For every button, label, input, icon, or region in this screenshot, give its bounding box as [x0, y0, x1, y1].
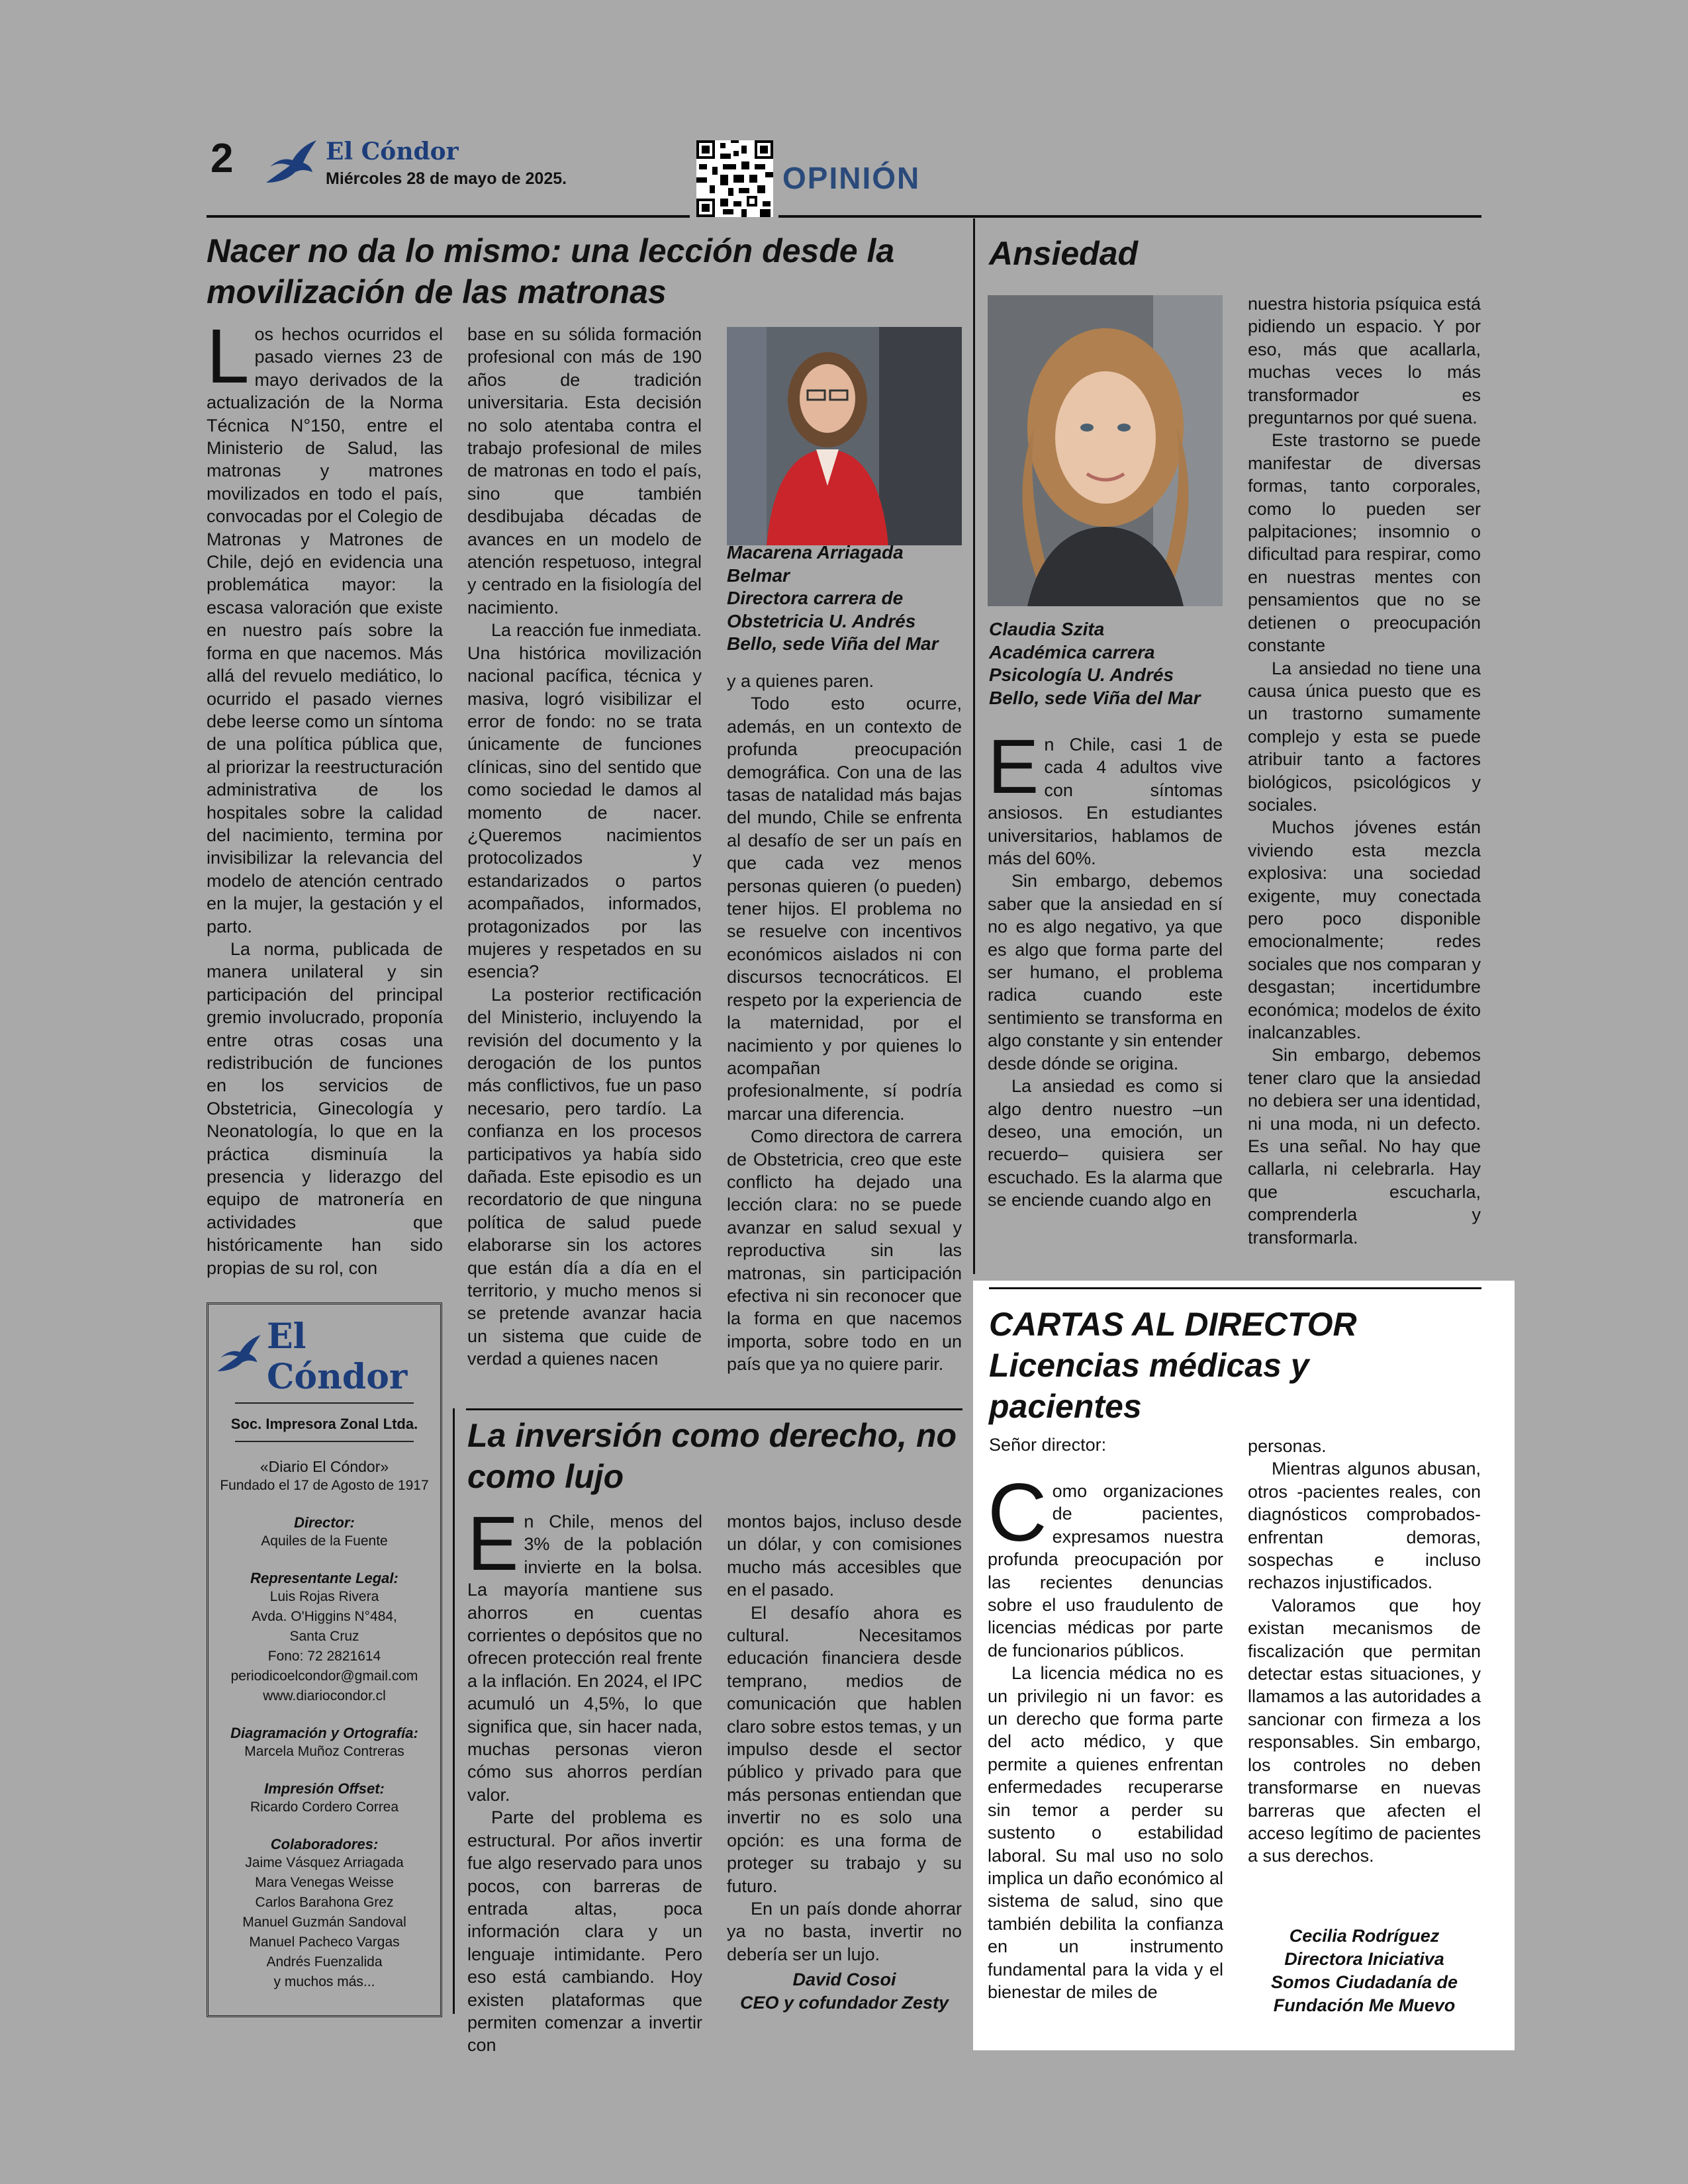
- paragraph: Valoramos que hoy existan mecanismos de fiscalización que permitan detectar estas situaciones, y llamamos a las autoridades a sancionar con firmeza a los responsables. Sin embargo, los controles no deben transformarse en nuevas barreras que afecten el acceso legítimo de pacientes a sus derechos.: [1248, 1595, 1481, 1866]
- paragraph: Este trastorno se puede manifestar de diversas formas, tanto corporales, como lo pueden ser palpitaciones; insomnio o dificultad para respirar, como en nuestras mentes con pensamientos que no se detienen o preocupación constante: [1248, 430, 1481, 656]
- page-number: 2: [211, 136, 234, 181]
- contributor: Carlos Barahona Grez: [255, 1895, 394, 1910]
- paragraph: En un país donde ahorrar ya no basta, invertir no debería ser un lujo.: [727, 1898, 962, 1964]
- paragraph: personas.: [1248, 1436, 1327, 1456]
- article-headline: Ansiedad: [989, 235, 1139, 272]
- phone: Fono: 72 2821614: [267, 1649, 381, 1664]
- paragraph: montos bajos, incluso desde un dólar, y con comisiones mucho más accesibles que en el pasado.: [727, 1512, 962, 1600]
- paragraph: Sin embargo, debemos saber que la ansiedad en sí no es algo negativo, ya que es algo que forma parte del ser humano, el problema radica cuando este sentimiento se transforma en algo constante y sin entender desde dónde se origina.: [988, 871, 1223, 1073]
- article-headline: Nacer no da lo mismo: una lección desde la movilización de las matronas: [207, 232, 895, 310]
- masthead-box: [207, 1302, 442, 2017]
- paragraph: La norma, publicada de manera unilateral y sin participación del principal gremio involucrado, proponía entre otras cosas una redistribución de funciones en los servicios de Obstetricia, Ginecología y Neonatología, lo que en la práctica disminuía la presencia y liderazgo del equipo de matronería en actividades que históricamente han sido propias de su rol, con: [207, 938, 443, 1278]
- author-photo: [727, 327, 962, 545]
- masthead-logo-text: El Cóndor: [267, 1316, 408, 1397]
- paper-name: El Cóndor: [326, 138, 459, 165]
- paragraph: La reacción fue inmediata. Una histórica movilización nacional pacífica, técnica y masiva, logró visibilizar el error de fondo: no se trata únicamente de funciones clínicas, sino del sentido que como sociedad le damos al momento de nacer. ¿Queremos nacimientos protocolizados y estandarizados o partos acompañados, informados, protagonizados por las mujeres y respetados en su esencia?: [467, 620, 702, 982]
- paragraph: La ansiedad no tiene una causa única puesto que es un trastorno sumamente complejo y esta se puede atribuir tanto a factores biológicos, psicológicos y sociales.: [1248, 658, 1481, 815]
- article-column: [207, 313, 443, 1279]
- paragraph: n Chile, menos del 3% de la población invierte en la bolsa. La mayoría mantiene sus ahorros en cuentas corrientes o depósitos que no ofrecen protección real frente a la inflación. En 2024, el IPC acumuló un 4,5%, lo que significa que, sin hacer nada, muchas personas vieron cómo sus ahorros perdían valor.: [467, 1512, 702, 1805]
- contributor: Andrés Fuenzalida: [266, 1954, 383, 1970]
- contributor: Manuel Guzmán Sandoval: [242, 1915, 406, 1930]
- contributor: Jaime Vásquez Arriagada: [245, 1855, 404, 1870]
- website-link[interactable]: www.diariocondor.cl: [263, 1688, 386, 1704]
- issue-date: Miércoles 28 de mayo de 2025.: [326, 169, 567, 188]
- paragraph: omo organizaciones de pacientes, expresamos nuestra profunda preocupación por las recientes denuncias sobre el uso fraudulento de licencias médicas por parte de funcionarios públicos.: [988, 1481, 1223, 1661]
- publisher: Soc. Impresora Zonal Ltda.: [230, 1416, 418, 1432]
- director-name: Aquiles de la Fuente: [261, 1533, 388, 1549]
- paper-full-name: «Diario El Cóndor»: [259, 1458, 389, 1475]
- paragraph: n Chile, casi 1 de cada 4 adultos vive con síntomas ansiosos. En estudiantes universitarios, hablamos de más del 60%.: [988, 735, 1223, 869]
- paragraph: Parte del problema es estructural. Por años invertir fue algo reservado para unos pocos, con barreras de entrada altas, poca información clara y un lenguaje intimidante. Pero eso está cambiando. Hoy existen plataformas que permiten comenzar a invertir con: [467, 1807, 702, 2056]
- letters-rule: [989, 1287, 1481, 1289]
- legal-line: Santa Cruz: [289, 1629, 359, 1644]
- contributor: Mara Venegas Weisse: [255, 1875, 394, 1890]
- paragraph: La posterior rectificación del Ministerio, incluyendo la revisión del documento y la derogación de los puntos más conflictivos, fue un paso necesario, pero tardío. La confianza en los procesos participativos ya había sido dañada. Este episodio es un recordatorio de que ninguna política de salud puede elaborarse sin los actores que están día a día en el territorio, y mucho menos si se pretende avanzar hacia un sistema que cuide de verdad a quienes nacen: [467, 984, 702, 1369]
- article-column: [727, 1510, 962, 1966]
- letter-signature: Cecilia Rodríguez Directora Iniciativa Somos Ciudadanía de Fundación Me Muevo: [1270, 1926, 1458, 2015]
- letter-column: [988, 1467, 1223, 2003]
- contributors-label: Colaboradores:: [270, 1836, 379, 1852]
- legal-line: Avda. O'Higgins N°484,: [252, 1609, 397, 1624]
- article-column: [988, 723, 1223, 1212]
- paragraph: y a quienes paren.: [727, 671, 874, 691]
- condor-logo-icon: [263, 136, 319, 192]
- article-column: [727, 670, 962, 1376]
- letters-heading: [989, 1304, 1481, 1427]
- legal-line: Luis Rojas Rivera: [269, 1589, 379, 1604]
- founded-date: Fundado el 17 de Agosto de 1917: [220, 1478, 429, 1493]
- paragraph: La ansiedad es como si algo dentro nuestro –un deseo, una emoción, un recuerdo– quisiera ser escuchado. Es la alarma que se enciende cuando algo en: [988, 1076, 1223, 1210]
- director-label: Director:: [294, 1514, 355, 1531]
- section-title: OPINIÓN: [782, 161, 921, 195]
- letters-subtitle: Licencias médicas y pacientes: [989, 1347, 1309, 1425]
- author-photo: [988, 295, 1223, 606]
- print-label: Impresión Offset:: [264, 1780, 385, 1797]
- layout-label: Diagramación y Ortografía:: [230, 1725, 418, 1741]
- print-name: Ricardo Cordero Correa: [250, 1799, 399, 1815]
- article-column: [467, 323, 702, 1371]
- article-rule: [466, 1408, 962, 1410]
- drop-cap: L: [207, 313, 250, 399]
- photo-caption: Claudia Szita Académica carrera Psicología U. Andrés Bello, sede Viña del Mar: [989, 619, 1201, 708]
- contributor: y muchos más...: [273, 1974, 375, 1989]
- paragraph: base en su sólida formación profesional con más de 190 años de tradición universitaria. Esta decisión no solo atentaba contra el trabajo profesional de miles de matronas en todo el país, sino que también desdibujaba décadas de avances en un modelo de atención respetuoso, integral y centrado en la fisiología del nacimiento.: [467, 324, 702, 617]
- contributor: Manuel Pacheco Vargas: [249, 1934, 400, 1950]
- article-headline: La inversión como derecho, no como lujo: [467, 1417, 957, 1495]
- letter-column: [1248, 1435, 1481, 1868]
- letters-title: CARTAS AL DIRECTOR: [989, 1306, 1357, 1343]
- condor-logo-icon: [215, 1332, 263, 1383]
- paragraph: Como directora de carrera de Obstetricia, creo que este conflicto ha dejado una lección clara: no se puede avanzar en salud sexual y reproductiva sin las matronas, sin participación efectiva ni sin reconocer que la forma en que nacemos importa, sobre todo en un país que ya no quiere parir.: [727, 1126, 962, 1375]
- legal-label: Representante Legal:: [250, 1570, 399, 1586]
- header-rule-right: [778, 215, 1481, 218]
- paragraph: Mientras algunos abusan, otros -pacientes reales, con diagnósticos comprobados- enfrentan demoras, sospechas e incluso rechazos injustificados.: [1248, 1459, 1481, 1593]
- drop-cap: C: [988, 1467, 1047, 1559]
- paragraph: os hechos ocurridos el pasado viernes 23 de mayo derivados de la actualización de la Norma Técnica N°150, entre el Ministerio de Salud, las matronas y matrones movilizados en todo el país, convocadas por el Colegio de Matronas y Matrones de Chile, dejó en evidencia una problemática mayor: la escasa valoración que existe en nuestro país sobre la forma en que nacemos. Más allá del revuelo mediático, lo ocurrido el pasado viernes debe leerse como un síntoma de una política pública que, al priorizar la reestructuración administrativa de los hospitales sobre la calidad del nacimiento, termina por invisibilizar la relevancia del modelo de atención centrado en la mujer, la gestación y el parto.: [207, 324, 443, 936]
- photo-caption: Macarena Arriagada Belmar Directora carrera de Obstetricia U. Andrés Bello, sede Viña del Mar: [727, 542, 939, 654]
- paragraph: Muchos jóvenes están viviendo esta mezcla explosiva: una sociedad exigente, muy conectada pero poco disponible emocionalmente; redes sociales que nos comparan y desgastan; incertidumbre económica; modelos de éxito inalcanzables.: [1248, 817, 1481, 1042]
- paragraph: El desafío ahora es cultural. Necesitamos educación financiera desde temprano, medios de comunicación que hablen claro sobre estos temas, y un impulso desde el sector público y privado para que más personas entiendan que invertir no es solo una opción: es una forma de proteger su trabajo y su futuro.: [727, 1602, 962, 1896]
- column-rule-lower: [453, 1408, 455, 2014]
- article-column: [467, 1500, 702, 2057]
- article-signature: David Cosoi CEO y cofundador Zesty: [739, 1970, 949, 2013]
- qr-code-icon[interactable]: [696, 140, 773, 217]
- paragraph: Sin embargo, debemos tener claro que la ansiedad no debiera ser una identidad, ni una moda, ni un defecto. Es una señal. No hay que callarla, ni celebrarla. Hay que escucharla, comprenderla y transformarla.: [1248, 1045, 1481, 1248]
- header-rule-left: [207, 215, 690, 218]
- layout-name: Marcela Muñoz Contreras: [244, 1744, 404, 1759]
- paragraph: nuestra historia psíquica está pidiendo un espacio. Y por eso, más que acallarla, muchas veces lo más transformador es preguntarnos por qué suena.: [1248, 294, 1481, 428]
- email-link[interactable]: periodicoelcondor@gmail.com: [230, 1668, 418, 1684]
- column-rule-main: [973, 218, 975, 1274]
- drop-cap: E: [467, 1500, 519, 1586]
- salutation: Señor director:: [989, 1435, 1107, 1455]
- paragraph: Todo esto ocurre, además, en un contexto de profunda preocupación demográfica. Con una de las tasas de natalidad más bajas del mundo, Chile se enfrenta al desafío de ser un país en que cada vez menos personas quieren (o pueden) tener hijos. El problema no se resuelve con incentivos económicos aislados ni con discursos tecnocráticos. El respeto por la experiencia de la maternidad, por el nacimiento y por quienes lo acompañan profesionalmente, sí podría marcar una diferencia.: [727, 694, 962, 1124]
- paragraph: La licencia médica no es un privilegio ni un favor: es un derecho que forma parte del acto médico, y que permite a quienes enfrentan enfermedades recuperarse sin temor a perder su sustento o estabilidad laboral. Su mal uso no solo implica un daño económico al sistema de salud, sino que también debilita la confianza en un instrumento fundamental para la vida y el bienestar de miles de: [988, 1663, 1223, 2002]
- article-column: [1248, 293, 1481, 1249]
- drop-cap: E: [988, 723, 1039, 809]
